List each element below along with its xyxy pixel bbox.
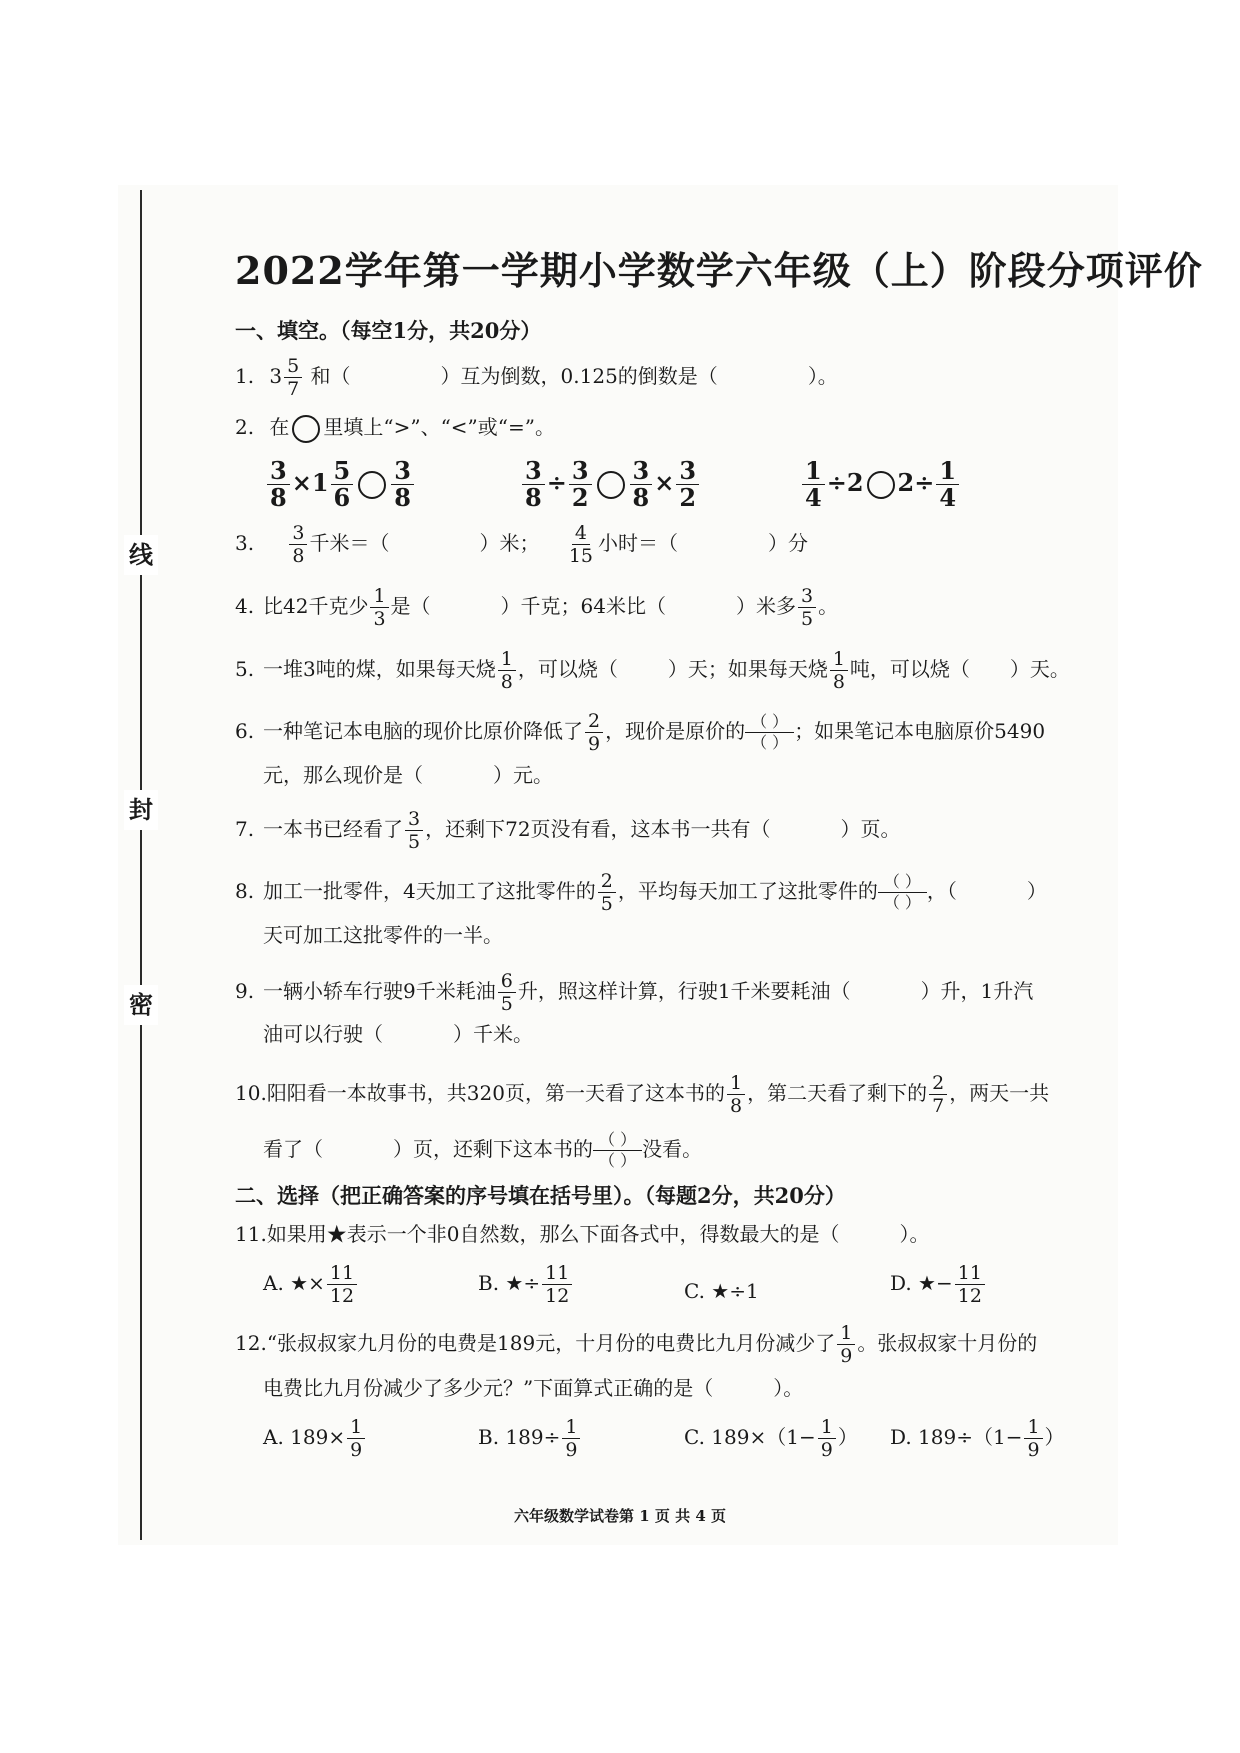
- binding-margin-line: [140, 190, 142, 1540]
- exam-title: 2022学年第一学期小学数学六年级（上）阶段分项评价: [235, 248, 1203, 293]
- option-12-a[interactable]: A. 189× $\frac{1}{9}$: [263, 1416, 367, 1461]
- blank-fraction[interactable]: $\frac{( )}{( )}$: [745, 712, 794, 753]
- question-8: 8. 加工一批零件，4天加工了这批零件的 $\frac{2}{5}$ ，平均每天加工了这批零件的 $\frac{( )}{( )}$ ，（ ）: [235, 870, 1047, 915]
- page-footer: 六年级数学试卷第 1 页 共 4 页: [514, 1507, 726, 1525]
- margin-seal-secret: 密: [124, 985, 158, 1025]
- question-7: 7. 一本书已经看了 $\frac{3}{5}$ ，还剩下72页没有看，这本书一共有（ ）页。: [235, 808, 901, 853]
- compare-expression-2: $\frac{3}{8}$ ÷ $\frac{3}{2}$ $\frac{3}{8}$ × $\frac{3}{2}$: [520, 458, 701, 511]
- compare-circle[interactable]: [867, 471, 895, 499]
- margin-seal-line: 线: [124, 535, 158, 575]
- option-11-c[interactable]: C. ★÷1: [684, 1279, 759, 1303]
- question-10-line-2: 看了（ ）页，还剩下这本书的 $\frac{( )}{( )}$ 没看。: [263, 1130, 703, 1170]
- margin-seal-seal: 封: [124, 790, 158, 830]
- option-12-b[interactable]: B. 189÷ $\frac{1}{9}$: [478, 1416, 582, 1461]
- question-1: 1. 3 $\frac{5}{7}$ 和（ ）互为倒数，0.125的倒数是（ ）。: [235, 355, 838, 400]
- question-3: 3. $\frac{3}{8}$ 千米＝（ ）米； $\frac{4}{15}$ 小时＝（ ）分: [235, 522, 808, 567]
- fraction: $\frac{5}{7}$: [284, 355, 302, 400]
- option-12-d[interactable]: D. 189÷（1− $\frac{1}{9}$ ）: [890, 1416, 1065, 1461]
- compare-circle[interactable]: [597, 471, 625, 499]
- option-11-b[interactable]: B. ★÷ $\frac{11}{12}$: [478, 1262, 574, 1307]
- question-12: 12.“张叔叔家九月份的电费是189元，十月份的电费比九月份减少了 $\frac{1}{9}$ 。张叔叔家十月份的: [235, 1322, 1038, 1367]
- question-6-line-2: 元，那么现价是（ ）元。: [263, 763, 553, 787]
- compare-expression-3: $\frac{1}{4}$ ÷2 2÷ $\frac{1}{4}$: [800, 458, 961, 511]
- question-9: 9. 一辆小轿车行驶9千米耗油 $\frac{6}{5}$ 升，照这样计算，行驶1千米要耗油（ ）升，1升汽: [235, 970, 1034, 1015]
- blank-fraction[interactable]: $\frac{( )}{( )}$: [593, 1130, 642, 1171]
- question-9-line-2: 油可以行驶（ ）千米。: [263, 1022, 533, 1046]
- section-2-heading: 二、选择（把正确答案的序号填在括号里）。（每题2分，共20分）: [235, 1183, 846, 1208]
- question-10: 10.阳阳看一本故事书，共320页，第一天看了这本书的 $\frac{1}{8}$ ，第二天看了剩下的 $\frac{2}{7}$ ，两天一共: [235, 1072, 1050, 1117]
- question-8-line-2: 天可加工这批零件的一半。: [263, 923, 503, 947]
- option-12-c[interactable]: C. 189×（1− $\frac{1}{9}$ ）: [684, 1416, 858, 1461]
- compare-expression-1: $\frac{3}{8}$ ×1 $\frac{5}{6}$ $\frac{3}{8}$: [265, 458, 416, 511]
- question-4: 4. 比42千克少 $\frac{1}{3}$ 是（ ）千克；64米比（ ）米多 $\frac{3}{5}$ 。: [235, 585, 839, 630]
- question-2: 2. 在 里填上“>”、“<”或“=”。: [235, 413, 555, 443]
- blank-fraction[interactable]: $\frac{( )}{( )}$: [878, 872, 927, 913]
- option-11-a[interactable]: A. ★× $\frac{11}{12}$: [263, 1262, 359, 1307]
- option-11-d[interactable]: D. ★− $\frac{11}{12}$: [890, 1262, 987, 1307]
- section-1-heading: 一、填空。（每空1分，共20分）: [235, 318, 542, 343]
- question-6: 6. 一种笔记本电脑的现价比原价降低了 $\frac{2}{9}$ ，现价是原价的 $\frac{( )}{( )}$ ；如果笔记本电脑原价5490: [235, 710, 1046, 755]
- question-12-line-2: 电费比九月份减少了多少元？”下面算式正确的是（ ）。: [263, 1376, 804, 1400]
- question-11: 11.如果用★表示一个非0自然数，那么下面各式中，得数最大的是（ ）。: [235, 1222, 930, 1246]
- compare-circle: [292, 415, 320, 443]
- compare-circle[interactable]: [358, 471, 386, 499]
- question-5: 5. 一堆3吨的煤，如果每天烧 $\frac{1}{8}$ ，可以烧（ ）天；如果每天烧 $\frac{1}{8}$ 吨，可以烧（ ）天。: [235, 648, 1070, 693]
